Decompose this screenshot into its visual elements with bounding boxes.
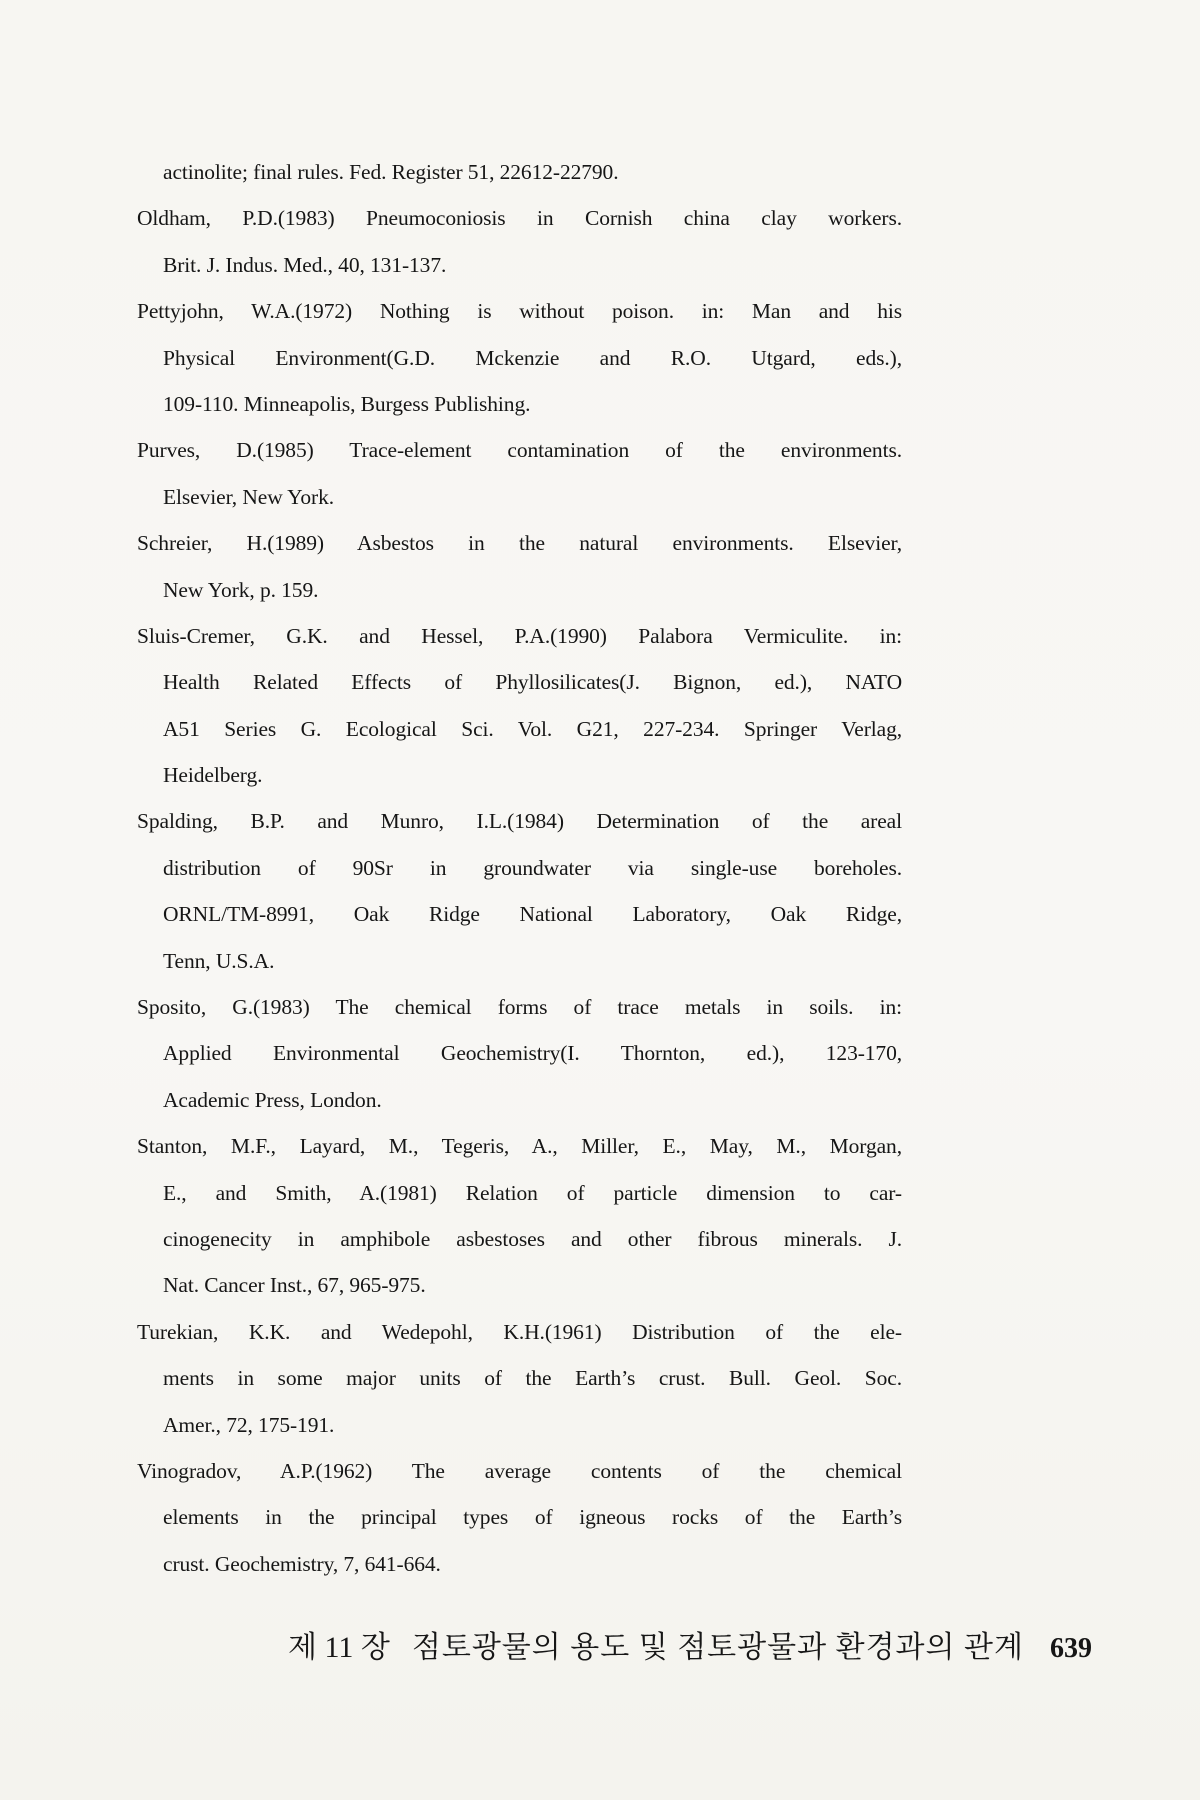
reference-line: Academic Press, London. xyxy=(163,1087,382,1112)
reference-entry xyxy=(137,288,902,427)
reference-entry xyxy=(137,427,902,520)
chapter-label: 제 11 장 xyxy=(288,1631,390,1664)
reference-line: distribution of 90Sr in groundwater via single-use boreholes. xyxy=(163,855,902,880)
reference-line: crust. Geochemistry, 7, 641-664. xyxy=(163,1551,441,1576)
reference-line: elements in the principal types of igneous rocks of the Earth’s xyxy=(163,1505,902,1530)
reference-line: ORNL/TM-8991, Oak Ridge National Laboratory, Oak Ridge, xyxy=(163,902,902,927)
reference-line: ments in some major units of the Earth’s crust. Bull. Geol. Soc. xyxy=(163,1366,902,1391)
reference-line: Sluis-Cremer, G.K. and Hessel, P.A.(1990) Palabora Vermiculite. in: xyxy=(137,623,902,648)
reference-entry xyxy=(137,613,902,799)
reference-line: actinolite; final rules. Fed. Register 51, 22612-22790. xyxy=(163,160,619,184)
reference-line: Schreier, H.(1989) Asbestos in the natural environments. Elsevier, xyxy=(137,531,902,556)
reference-line: A51 Series G. Ecological Sci. Vol. G21, 227-234. Springer Verlag, xyxy=(163,716,902,741)
reference-line: 109-110. Minneapolis, Burgess Publishing. xyxy=(163,391,531,416)
reference-line: Tenn, U.S.A. xyxy=(163,948,275,973)
page-footer xyxy=(288,1628,1092,1669)
reference-line: Heidelberg. xyxy=(163,763,263,788)
reference-line: Spalding, B.P. and Munro, I.L.(1984) Determination of the areal xyxy=(137,809,902,834)
reference-line: Oldham, P.D.(1983) Pneumoconiosis in Cornish china clay workers. xyxy=(137,206,902,231)
reference-line: Elsevier, New York. xyxy=(163,484,335,509)
chapter-title: 점토광물의 용도 및 점토광물과 환경과의 관계 xyxy=(411,1631,1024,1664)
reference-line: E., and Smith, A.(1981) Relation of particle dimension to car- xyxy=(163,1180,902,1205)
reference-entry xyxy=(137,1123,902,1309)
reference-line: Nat. Cancer Inst., 67, 965-975. xyxy=(163,1273,426,1298)
reference-line: Sposito, G.(1983) The chemical forms of trace metals in soils. in: xyxy=(137,995,902,1020)
reference-line: Stanton, M.F., Layard, M., Tegeris, A., Miller, E., May, M., Morgan, xyxy=(137,1134,902,1159)
reference-line: Applied Environmental Geochemistry(I. Thornton, ed.), 123-170, xyxy=(163,1041,902,1066)
reference-line: Vinogradov, A.P.(1962) The average contents of the chemical xyxy=(137,1458,902,1483)
reference-line: Turekian, K.K. and Wedepohl, K.H.(1961) Distribution of the ele- xyxy=(137,1319,902,1344)
reference-line: Purves, D.(1985) Trace-element contamination of the environments. xyxy=(137,438,902,463)
reference-entry xyxy=(137,798,902,984)
reference-line: Physical Environment(G.D. Mckenzie and R.O. Utgard, eds.), xyxy=(163,345,902,370)
reference-line: Pettyjohn, W.A.(1972) Nothing is without poison. in: Man and his xyxy=(137,299,902,324)
reference-line: cinogenecity in amphibole asbestoses and other fibrous minerals. J. xyxy=(163,1226,902,1251)
reference-line: Amer., 72, 175-191. xyxy=(163,1412,335,1437)
reference-entry xyxy=(137,520,902,613)
reference-entry xyxy=(137,149,902,195)
references-list xyxy=(137,149,902,1587)
reference-line: Health Related Effects of Phyllosilicates(J. Bignon, ed.), NATO xyxy=(163,670,902,695)
reference-line: New York, p. 159. xyxy=(163,577,319,602)
reference-entry xyxy=(137,1448,902,1587)
reference-line: Brit. J. Indus. Med., 40, 131-137. xyxy=(163,252,447,277)
reference-entry xyxy=(137,1309,902,1448)
reference-entry xyxy=(137,984,902,1123)
page-number: 639 xyxy=(1049,1633,1092,1664)
reference-entry xyxy=(137,195,902,288)
